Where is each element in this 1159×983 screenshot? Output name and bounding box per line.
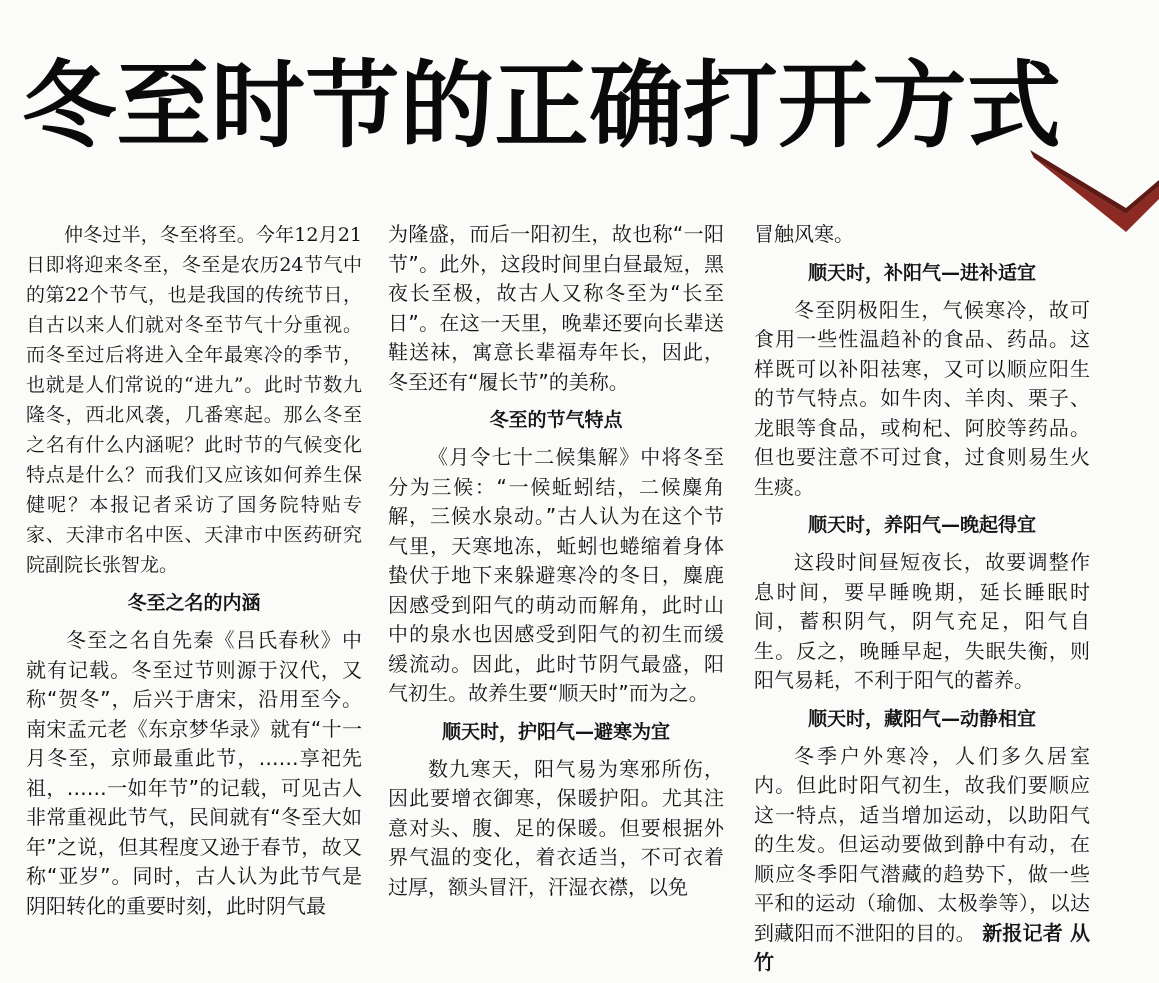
lead-paragraph: 仲冬过半，冬至将至。今年12月21日即将迎来冬至，冬至是农历24节气中的第22个节气，也是我国的传统节日，自古以来人们就对冬至节气十分重视。而冬至过后将进入全年最寒冷的季节，也就是人们常说的“进九”。此时节数九隆冬，西北风袭，几番寒起。那么冬至之名有什么内涵呢？此时节的气候变化特点是什么？而我们又应该如何养生保健呢？本报记者采访了国务院特贴专家、天津市名中医、天津市中医药研究院副院长张智龙。: [26, 224, 362, 576]
section-heading-nourish: 顺天时，养阳气—晚起得宜: [807, 514, 1036, 536]
section-heading-store: 顺天时，藏阳气—动静相宜: [807, 707, 1036, 730]
section-body-store-text: 冬季户外寒冷，人们多久居室内。但此时阳气初生，故我们要顺应这一特点，适当增加运动，以助阳气的生发。但运动要做到静中有动，在顺应冬季阳气潜藏的趋势下，做一些平和的运动（瑜伽、太极拳等），以达到藏阳而不泄阳的目的。: [754, 743, 1090, 945]
section-body-store: [754, 742, 1090, 978]
section-body-tonify: 冬至阴极阳生，气候寒冷，故可食用一些性温趋补的食品、药品。这样既可以补阳祛寒，又可以顺应阳生的节气特点。如牛肉、羊肉、栗子、龙眼等食品，或枸杞、阿胶等药品。但也要注意不可过食，过食则易生火生痰。: [754, 297, 1090, 499]
section-body-features: 《月令七十二候集解》中将冬至分为三候：“一候蚯蚓结，二候麋角解，三候水泉动。”古人认为在这个节气里，天寒地冻，蚯蚓也蜷缩着身体蛰伏于地下来躲避寒冷的冬日，麋鹿因感受到阳气的萌动而解角，此时山中的泉水也因感受到阳气的初生而缓缓流动。因此，此时节阴气最盛，阳气初生。故养生要“顺天时”而为之。: [388, 445, 724, 705]
headline: 冬至时节的正确打开方式: [22, 52, 1062, 161]
column-2: [388, 220, 724, 902]
section-heading-tonify: 顺天时，补阳气—进补适宜: [807, 261, 1036, 284]
section-heading-meaning: 冬至之名的内涵: [127, 592, 261, 614]
section-heading-protect: 顺天时，护阳气—避寒为宜: [441, 720, 670, 743]
section-body-protect: 数九寒天，阳气易为寒邪所伤，因此要增衣御寒，保暖护阳。尤其注意对头、腹、足的保暖。但要根据外界气温的变化，着衣适当，不可衣着过厚，额头冒汗，汗湿衣襟，以免: [388, 756, 724, 899]
section-body-meaning-continued: 为隆盛，而后一阳初生，故也称“一阳节”。此外，这段时间里白昼最短，黑夜长至极，故古人又称冬至为“长至日”。在这一天里，晚辈还要向长辈送鞋送袜，寓意长辈福寿年长，因此，冬至还有“履长节”的美称。: [388, 222, 724, 394]
section-body-meaning: 冬至之名自先秦《吕氏春秋》中就有记载。冬至过节则源于汉代，又称“贺冬”，后兴于唐宋，沿用至今。南宋孟元老《东京梦华录》就有“十一月冬至，京师最重此节，……享祀先祖，……一如年节”的记载，可见古人非常重视此节气，民间就有“冬至大如年”之说，但其程度又逊于春节，故又称“亚岁”。同时，古人认为此节气是阴阳转化的重要时刻，此时阴气最: [26, 628, 362, 918]
column-3: [754, 220, 1090, 978]
section-body-nourish: 这段时间昼短夜长，故要调整作息时间，要早睡晚期，延长睡眠时间，蓄积阴气，阴气充足，阳气自生。反之，晚睡早起，失眠失衡，则阳气易耗，不利于阳气的蓄养。: [754, 550, 1090, 692]
column-1: [26, 220, 362, 921]
byline: 新报记者 从竹: [754, 920, 1090, 974]
section-heading-features: 冬至的节气特点: [489, 409, 623, 431]
section-body-protect-continued: 冒触风寒。: [754, 222, 854, 246]
